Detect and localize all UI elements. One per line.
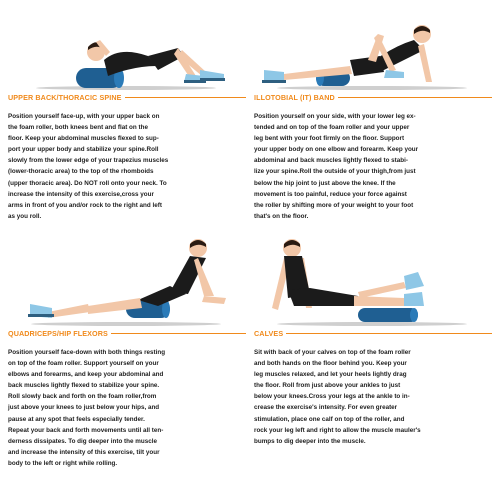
section-heading <box>8 92 246 103</box>
instructions-text: Position yourself on your side, with your lower leg ex- tended and on top of the foam roller and your upper leg bent with your foot firmly on the floor. Support your upper body on one elbow and forearm. Keep your abdominal and back muscles lightly flexed to stabi- lize your spine.Roll the outside of your thigh,from just below the hip joint to just above the knee. If the movement is too painful, reduce your force against the roller by shifting more of your weight to your foot that's on the floor. <box>254 113 419 220</box>
quadriceps-illustration <box>8 236 246 328</box>
heading-rule <box>286 333 492 334</box>
upper-back-illustration <box>8 0 246 92</box>
section-heading <box>254 328 492 339</box>
instructions-text: Sit with back of your calves on top of the foam roller and both hands on the floor behind you. Keep your leg muscles relaxed, and let your heels lightly drag the floor. Roll from just above your ankles to just below your knees.Cross your legs at the ankle to in- crease the exercise's intensity. For even greater stimulation, place one calf on top of the roller, and rock your leg left and right to allow the muscle mauler's bumps to dig deeper into the muscle. <box>254 349 421 445</box>
heading-text: ILLOTOBIAL (IT) BAND <box>254 93 335 102</box>
heading-text: QUADRICEPS/HIP FLEXORS <box>8 329 108 338</box>
instructions-text: Position yourself face-up, with your upper back on the foam roller, both knees bent and flat on the floor. Keep your abdominal muscles flexed to sup- port your upper body and stabilize your spine.Roll slowly from the lower edge of your trapezius muscles (lower-thoracic area) to the top of the rhomboids (upper thoracic area). Do NOT roll onto your neck. To increase the intensity of this exercise,cross your arms in front of you and/or rock to the right and left as you roll. <box>8 113 169 220</box>
calves-illustration <box>254 236 492 328</box>
heading-rule <box>111 333 246 334</box>
heading-text: CALVES <box>254 329 284 338</box>
heading-rule <box>338 97 492 98</box>
heading-text: UPPER BACK/THORACIC SPINE <box>8 93 122 102</box>
section-heading <box>254 92 492 103</box>
instructions-text: Position yourself face-down with both things resting on top of the foam roller. Support yourself on your elbows and forearms, and keep your abdominal and back muscles lightly flexed to stabilize your spine. Roll slowly back and forth on the foam roller,from just above your knees to just below your hips, and pause at any spot that feels especially tender. Repeat your back and forth movements until all ten- derness dissipates. To dig deeper into the muscle and increase the intensity of this exercise, tilt your body to the left or right while rolling. <box>8 349 166 467</box>
it-band-illustration <box>254 0 492 92</box>
heading-rule <box>125 97 246 98</box>
section-heading <box>8 328 246 339</box>
